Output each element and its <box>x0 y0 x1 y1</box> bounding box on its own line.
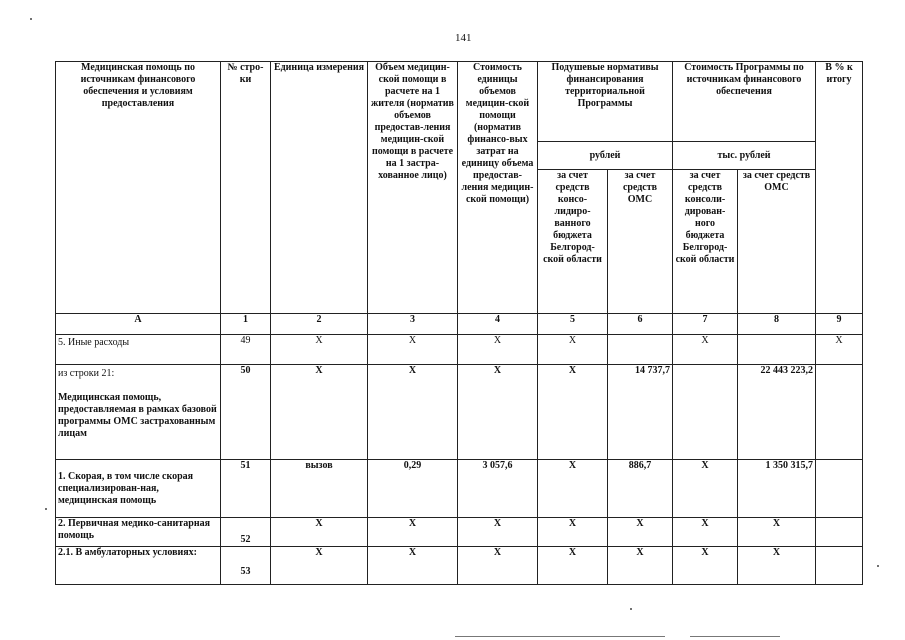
cell-col-8 <box>738 335 816 365</box>
column-number: 2 <box>271 314 368 335</box>
header-unit-cost: Стоимость единицы объемов медицин-ской помощи (норматив финансо-вых затрат на единицу объема предостав-ления медицин-ской помощи) <box>458 62 538 314</box>
row-label: 2.1. В амбулаторных условиях: <box>56 547 221 585</box>
row-label: Медицинская помощь, предоставляемая в рамках базовой программы ОМС застрахованным лицам <box>58 392 217 439</box>
column-number: 9 <box>816 314 863 335</box>
cell-unit-cost: Х <box>458 365 538 460</box>
row-label: 2. Первичная медико-санитарная помощь <box>56 518 221 547</box>
row-label-prefix: из строки 21: <box>58 368 115 379</box>
cell-col-7: Х <box>673 335 738 365</box>
financing-table <box>55 61 863 585</box>
cell-col-6 <box>608 335 673 365</box>
cell-volume: Х <box>368 547 458 585</box>
cell-unit-cost: 3 057,6 <box>458 460 538 518</box>
row-label: 1. Скорая, в том числе скорая специализирован-ная, медицинская помощь <box>56 460 221 518</box>
cell-unit-cost: Х <box>458 335 538 365</box>
cell-percent <box>816 518 863 547</box>
header-per-capita-norms: Подушевые нормативы финансирования территориальной Программы <box>538 62 673 142</box>
cell-percent <box>816 547 863 585</box>
column-number: А <box>56 314 221 335</box>
cell-unit-cost: Х <box>458 518 538 547</box>
header-col-7: за счет средств консоли-дирован-ного бюджета Белгород-ской области <box>673 170 738 314</box>
header-unit-thousand-rubles: тыс. рублей <box>673 142 816 170</box>
cell-unit: Х <box>271 518 368 547</box>
cell-col-5: Х <box>538 547 608 585</box>
row-number: 53 <box>221 547 271 585</box>
cell-col-8: 22 443 223,2 <box>738 365 816 460</box>
header-medical-care: Медицинская помощь по источникам финансового обеспечения и условиям предоставления <box>56 62 221 314</box>
header-volume: Объем медицин-ской помощи в расчете на 1 жителя (норматив объемов предостав-ления медицин-ской помощи в расчете на 1 застра-хованное лицо) <box>368 62 458 314</box>
row-number: 51 <box>221 460 271 518</box>
header-col-8: за счет средств ОМС <box>738 170 816 314</box>
cell-col-5: Х <box>538 460 608 518</box>
cell-col-7: Х <box>673 518 738 547</box>
cell-percent: Х <box>816 335 863 365</box>
cell-unit: Х <box>271 365 368 460</box>
cell-unit: Х <box>271 547 368 585</box>
scan-speck <box>630 608 632 610</box>
column-number: 3 <box>368 314 458 335</box>
row-label: 5. Иные расходы <box>56 335 221 365</box>
cell-percent <box>816 460 863 518</box>
cell-col-8: Х <box>738 547 816 585</box>
column-number-row <box>56 314 863 335</box>
column-number: 5 <box>538 314 608 335</box>
column-number: 4 <box>458 314 538 335</box>
header-unit: Единица измерения <box>271 62 368 314</box>
table-row <box>56 547 863 585</box>
cell-volume: Х <box>368 518 458 547</box>
table-row <box>56 518 863 547</box>
header-col-6: за счет средств ОМС <box>608 170 673 314</box>
cell-col-5: Х <box>538 335 608 365</box>
scan-speck <box>877 565 879 567</box>
cell-col-5: Х <box>538 365 608 460</box>
header-program-cost: Стоимость Программы по источникам финансового обеспечения <box>673 62 816 142</box>
header-unit-rubles: рублей <box>538 142 673 170</box>
header-percent-of-total: В % к итогу <box>816 62 863 314</box>
scan-speck <box>45 508 47 510</box>
cell-volume: Х <box>368 335 458 365</box>
table-row <box>56 365 863 460</box>
cell-col-6: Х <box>608 547 673 585</box>
cell-unit-cost: Х <box>458 547 538 585</box>
cell-col-6: 886,7 <box>608 460 673 518</box>
column-number: 8 <box>738 314 816 335</box>
footer-rule <box>690 636 780 637</box>
column-number: 6 <box>608 314 673 335</box>
cell-unit: вызов <box>271 460 368 518</box>
cell-col-7 <box>673 365 738 460</box>
column-number: 7 <box>673 314 738 335</box>
cell-col-6: Х <box>608 518 673 547</box>
footer-rule <box>455 636 665 637</box>
header-col-5: за счет средств консо-лидиро-ванного бюджета Белгород-ской области <box>538 170 608 314</box>
row-number: 52 <box>221 518 271 547</box>
row-number: 50 <box>221 365 271 460</box>
column-number: 1 <box>221 314 271 335</box>
cell-col-6: 14 737,7 <box>608 365 673 460</box>
header-row-number: № стро-ки <box>221 62 271 314</box>
page-number: 141 <box>455 32 472 44</box>
cell-col-5: Х <box>538 518 608 547</box>
cell-col-8: 1 350 315,7 <box>738 460 816 518</box>
cell-col-7: Х <box>673 547 738 585</box>
cell-col-7: Х <box>673 460 738 518</box>
cell-unit: Х <box>271 335 368 365</box>
table-row <box>56 335 863 365</box>
scan-speck <box>30 18 32 20</box>
cell-col-8: Х <box>738 518 816 547</box>
row-number: 49 <box>221 335 271 365</box>
cell-volume: Х <box>368 365 458 460</box>
cell-percent <box>816 365 863 460</box>
cell-volume: 0,29 <box>368 460 458 518</box>
table-row <box>56 460 863 518</box>
